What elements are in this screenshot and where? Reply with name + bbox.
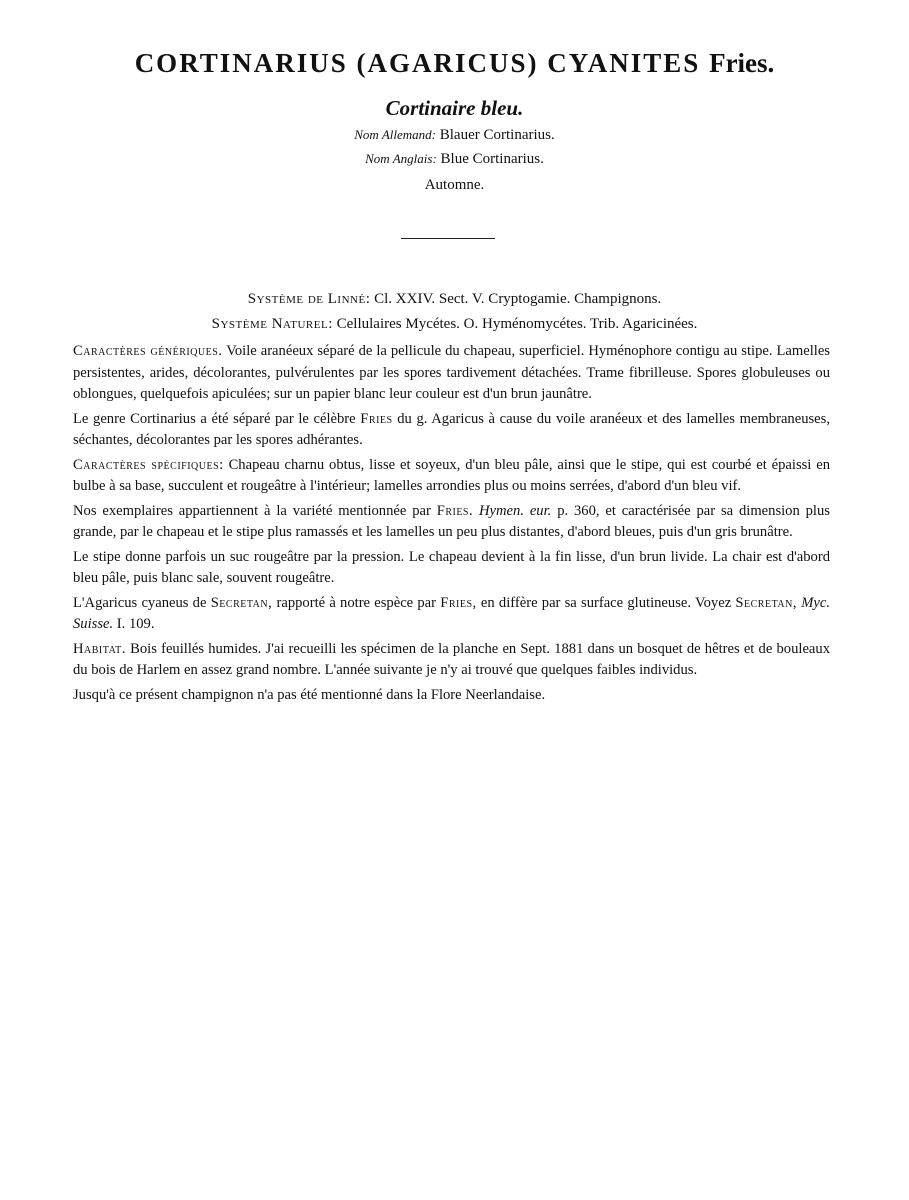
flora-note-paragraph — [73, 685, 830, 707]
generic-characters-text: Voile aranéeux séparé de la pellicule du chapeau, superficiel. Hyménophore contigu au stipe. Lamelles persistentes, arides, décolorantes, pulvérulentes par les spores tardivement détachées. Trame fibrilleuse. Spores globuleuses ou oblongues, quelquefois apiculées; sur un papier blanc leur couleur est d'un brun jaunâtre. — [73, 343, 830, 402]
specific-characters-label: Caractères spécifiques: — [73, 456, 224, 473]
linne-system-line — [0, 291, 909, 308]
english-name-line — [0, 151, 909, 168]
naturel-value: Cellulaires Mycétes. O. Hyménomycétes. Trib. Agaricinées. — [336, 316, 698, 332]
fries-name: Fries. — [436, 502, 474, 519]
genus-history-paragraph — [73, 409, 830, 452]
genus-history-text-a: Le genre Cortinarius a été séparé par le célèbre — [73, 410, 356, 427]
secretan-paragraph — [73, 593, 830, 636]
generic-characters-paragraph — [73, 341, 830, 406]
german-label: Nom Allemand: — [354, 127, 436, 142]
specific-characters-text: Chapeau charnu obtus, lisse et soyeux, d'un bleu pâle, ainsi que le stipe, qui est courbé et épaissi en bulbe à sa base, succulent et rougeâtre à l'intérieur; lamelles arrondies plus ou moins serrées, d'abord d'un bleu vif. — [73, 456, 830, 494]
species-title — [0, 48, 909, 79]
fries-name: Fries — [360, 410, 393, 427]
secretan-name: Secretan, — [210, 594, 273, 611]
variety-text-b: p. 360, et caractérisée par sa dimension plus grande, par le chapeau et le stipe plus ramassés et les lamelles un peu plus distantes, d'abord bleues, puis d'un gris brunâtre. — [73, 502, 830, 540]
species-author: Fries. — [709, 48, 775, 78]
variety-paragraph — [73, 501, 830, 544]
habitat-label: Habitat. — [73, 640, 126, 657]
french-name: Cortinaire bleu. — [385, 96, 524, 120]
secretan-text-a: L'Agaricus cyaneus de — [73, 594, 207, 611]
stipe-paragraph — [73, 547, 830, 590]
habitat-text: Bois feuillés humides. J'ai recueilli les spécimen de la planche en Sept. 1881 dans un bosquet de hêtres et de bouleaux du bois de Harlem en assez grand nombre. L'année suivante je n'y ai trouvé que quelques faibles individus. — [73, 640, 830, 678]
secretan-name: Secretan, — [735, 594, 797, 611]
secretan-text-c: en diffère par sa surface glutineuse. Voyez — [480, 594, 732, 611]
stipe-text: Le stipe donne parfois un suc rougeâtre par la pression. Le chapeau devient à la fin lisse, d'un brun livide. La chair est d'abord bleu pâle, puis blanc sale, souvent rougeâtre. — [73, 548, 830, 586]
description-body — [73, 341, 830, 709]
english-value: Blue Cortinarius. — [440, 151, 544, 167]
species-name: CORTINARIUS (AGARICUS) CYANITES — [134, 48, 701, 78]
english-label: Nom Anglais: — [365, 151, 437, 166]
german-name-line — [0, 127, 909, 144]
fries-name: Fries, — [440, 594, 477, 611]
linne-label: Système de Linné: — [247, 291, 371, 307]
divider-rule — [401, 238, 495, 239]
generic-characters-label: Caractères génériques. — [73, 343, 223, 359]
habitat-paragraph — [73, 639, 830, 682]
genus-history-text-b: du g. Agaricus à cause du voile aranéeux et des lamelles membraneuses, séchantes, décolorantes par les spores adhérantes. — [73, 410, 830, 448]
specific-characters-paragraph — [73, 455, 830, 498]
myc-suisse-reference: Myc. Suisse. — [73, 594, 830, 632]
variety-text-a: Nos exemplaires appartiennent à la variété mentionnée par — [73, 502, 431, 519]
season: Automne. — [424, 177, 485, 193]
secretan-text-d: I. 109. — [116, 616, 155, 632]
hymen-reference: Hymen. eur. — [479, 502, 552, 519]
linne-value: Cl. XXIV. Sect. V. Cryptogamie. Champignons. — [374, 291, 662, 307]
secretan-text-b: rapporté à notre espèce par — [276, 594, 437, 611]
naturel-label: Système Naturel: — [211, 316, 333, 332]
flora-note-text: Jusqu'à ce présent champignon n'a pas été mentionné dans la Flore Neerlandaise. — [73, 686, 546, 703]
german-value: Blauer Cortinarius. — [439, 127, 555, 143]
natural-system-line — [0, 316, 909, 333]
